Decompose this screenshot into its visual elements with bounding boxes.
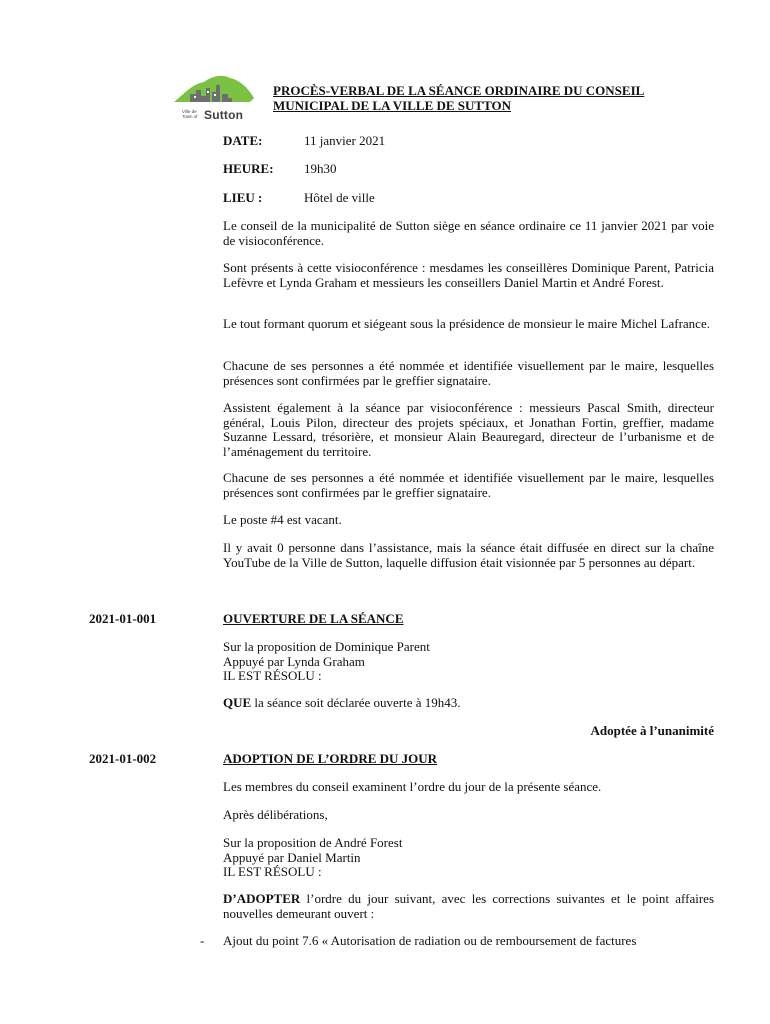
- document-title: [273, 84, 723, 113]
- title-line-2: MUNICIPAL DE LA VILLE DE SUTTON: [273, 97, 512, 113]
- paragraph-assistent: Assistent également à la séance par visioconférence : messieurs Pascal Smith, directeur général, Louis Pilon, directeur des projets spéciaux, et Jonathan Fortin, greffier, madame Suzanne Lessard, trésorière, et monsieur Alain Beauregard, directeur de l’urbanisme et de l’aménagement du territoire.: [223, 400, 714, 459]
- logo-name: Sutton: [204, 108, 244, 122]
- seconded-by: Appuyé par Daniel Martin: [223, 849, 361, 865]
- proposed-by: Sur la proposition de André Forest: [223, 835, 403, 850]
- adopted-unanimously: Adoptée à l’unanimité: [590, 723, 714, 738]
- resolution-que: [223, 696, 714, 711]
- paragraph-identification-1: Chacune de ses personnes a été nommée et identifiée visuellement par le maire, lesquelles présences sont confirmées par le greffier signataire.: [223, 358, 714, 388]
- resolution-number: 2021-01-001: [89, 611, 157, 626]
- proposed-by: Sur la proposition de Dominique Parent: [223, 639, 430, 654]
- paragraph-presents: Sont présents à cette visioconférence : mesdames les conseillères Dominique Parent, Patricia Lefèvre et Lynda Graham et messieurs les conseillers Daniel Martin et André Forest.: [223, 260, 714, 290]
- adopt-text: l’ordre du jour suivant, avec les corrections suivantes et le point affaires nouvelles demeurant ouvert :: [223, 891, 714, 921]
- resolution-title: ADOPTION DE L’ORDRE DU JOUR: [223, 751, 438, 766]
- logo-line1: Ville de: [182, 109, 197, 114]
- resolved-label: IL EST RÉSOLU :: [223, 864, 322, 879]
- lieu-value: Hôtel de ville: [304, 190, 375, 205]
- resolution-deliberations: Après délibérations,: [223, 807, 328, 822]
- title-line-1: PROCÈS-VERBAL DE LA SÉANCE ORDINAIRE DU CONSEIL: [273, 83, 645, 98]
- paragraph-seance: Le conseil de la municipalité de Sutton siège en séance ordinaire ce 11 janvier 2021 par voie de visioconférence.: [223, 218, 714, 248]
- sutton-logo: [170, 72, 260, 124]
- resolution-number: 2021-01-002: [89, 751, 157, 766]
- resolution-title: OUVERTURE DE LA SÉANCE: [223, 611, 404, 626]
- seconded-by: Appuyé par Lynda Graham: [223, 653, 365, 669]
- date-value: 11 janvier 2021: [304, 133, 386, 148]
- resolution-motion: [223, 640, 714, 684]
- logo-line2: Town of: [182, 114, 198, 119]
- paragraph-poste-vacant: Le poste #4 est vacant.: [223, 512, 342, 527]
- adopt-keyword: D’ADOPTER: [223, 891, 301, 906]
- resolution-motion: [223, 836, 714, 880]
- paragraph-quorum: Le tout formant quorum et siégeant sous la présidence de monsieur le maire Michel Lafrance.: [223, 316, 710, 331]
- logo-subtitle: [182, 109, 198, 119]
- paragraph-assistance: Il y avait 0 personne dans l’assistance, mais la séance était diffusée en direct sur la chaîne YouTube de la Ville de Sutton, laquelle diffusion était visionnée par 5 personnes au départ.: [223, 540, 714, 570]
- lieu-label: LIEU :: [223, 190, 263, 205]
- resolution-intro: Les membres du conseil examinent l’ordre du jour de la présente séance.: [223, 779, 602, 794]
- paragraph-identification-2: Chacune de ses personnes a été nommée et identifiée visuellement par le maire, lesquelles présences sont confirmées par le greffier signataire.: [223, 470, 714, 500]
- que-keyword: QUE: [223, 695, 252, 710]
- date-label: DATE:: [223, 133, 263, 148]
- resolution-adopt: [223, 892, 714, 921]
- bullet-text: Ajout du point 7.6 « Autorisation de radiation ou de remboursement de factures: [223, 933, 637, 948]
- heure-label: HEURE:: [223, 161, 274, 176]
- resolved-label: IL EST RÉSOLU :: [223, 668, 322, 683]
- heure-value: 19h30: [304, 161, 337, 176]
- bullet-dash: -: [200, 933, 205, 948]
- que-text: la séance soit déclarée ouverte à 19h43.: [251, 695, 461, 710]
